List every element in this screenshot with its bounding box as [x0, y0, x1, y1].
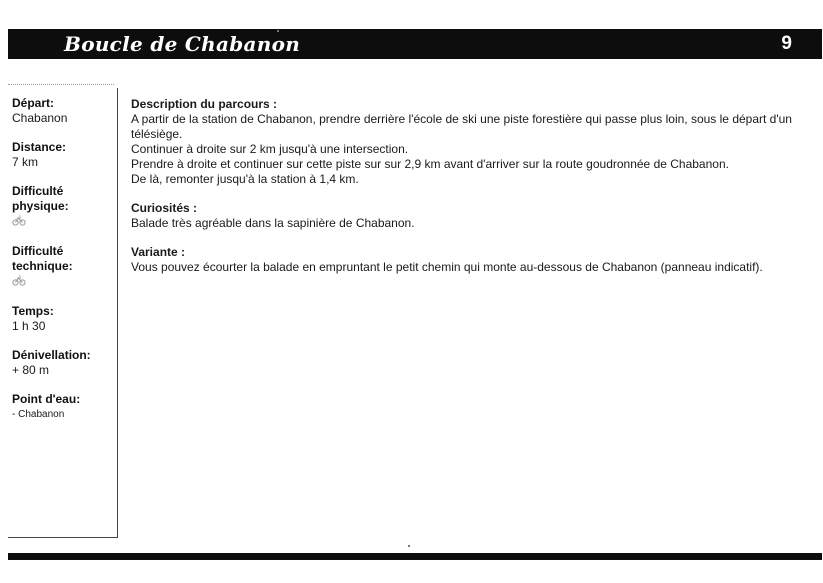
page-number: 9	[781, 33, 792, 54]
sidebar-bottom-rule	[8, 537, 118, 538]
title-bar	[8, 29, 822, 59]
variante-heading: Variante :	[131, 245, 186, 259]
section-description	[131, 97, 815, 187]
info-sidebar	[12, 96, 114, 436]
denivellation-label: Dénivellation:	[12, 348, 91, 362]
route-content	[131, 97, 815, 289]
page-title: Boucle de Chabanon	[64, 32, 301, 56]
variante-body: Vous pouvez écourter la balade en empruntant le petit chemin qui monte au-dessous de Chabanon (panneau indicatif).	[131, 260, 763, 274]
difficulte-technique-label-1: Difficulté	[12, 244, 64, 258]
bike-difficulty-icon	[12, 214, 114, 230]
description-line: Prendre à droite et continuer sur cette piste sur sur 2,9 km avant d'arriver sur la route goudronnée de Chabanon.	[131, 157, 729, 171]
scan-speck	[277, 30, 279, 32]
scan-speck	[408, 545, 410, 547]
difficulte-physique-label-1: Difficulté	[12, 184, 64, 198]
description-line: Continuer à droite sur 2 km jusqu'à une intersection.	[131, 142, 409, 156]
description-line: De là, remonter jusqu'à la station à 1,4 km.	[131, 172, 359, 186]
temps-value: 1 h 30	[12, 319, 46, 333]
description-line: A partir de la station de Chabanon, prendre derrière l'école de ski une piste forestière qui passe plus loin, sous le départ d'un télésiège.	[131, 112, 792, 141]
distance-label: Distance:	[12, 140, 67, 154]
point-eau-value: - Chabanon	[12, 409, 65, 420]
field-point-eau	[12, 392, 114, 422]
footer-bar	[8, 553, 822, 560]
point-eau-label: Point d'eau:	[12, 392, 81, 406]
field-denivellation	[12, 348, 114, 378]
sidebar-top-rule	[8, 84, 114, 85]
depart-label: Départ:	[12, 96, 55, 110]
description-heading: Description du parcours :	[131, 97, 278, 111]
section-variante	[131, 245, 815, 275]
field-depart	[12, 96, 114, 126]
distance-value: 7 km	[12, 155, 39, 169]
section-curiosites	[131, 201, 815, 231]
depart-value: Chabanon	[12, 111, 68, 125]
curiosites-body: Balade très agréable dans la sapinière de Chabanon.	[131, 216, 415, 230]
field-temps	[12, 304, 114, 334]
temps-label: Temps:	[12, 304, 54, 318]
bike-difficulty-icon	[12, 274, 114, 290]
denivellation-value: + 80 m	[12, 363, 50, 377]
field-difficulte-technique	[12, 244, 114, 290]
difficulte-technique-label-2: technique:	[12, 259, 73, 273]
sidebar-divider	[117, 88, 118, 538]
description-body	[131, 112, 815, 187]
field-difficulte-physique	[12, 184, 114, 230]
curiosites-heading: Curiosités :	[131, 201, 198, 215]
difficulte-physique-label-2: physique:	[12, 199, 69, 213]
field-distance	[12, 140, 114, 170]
